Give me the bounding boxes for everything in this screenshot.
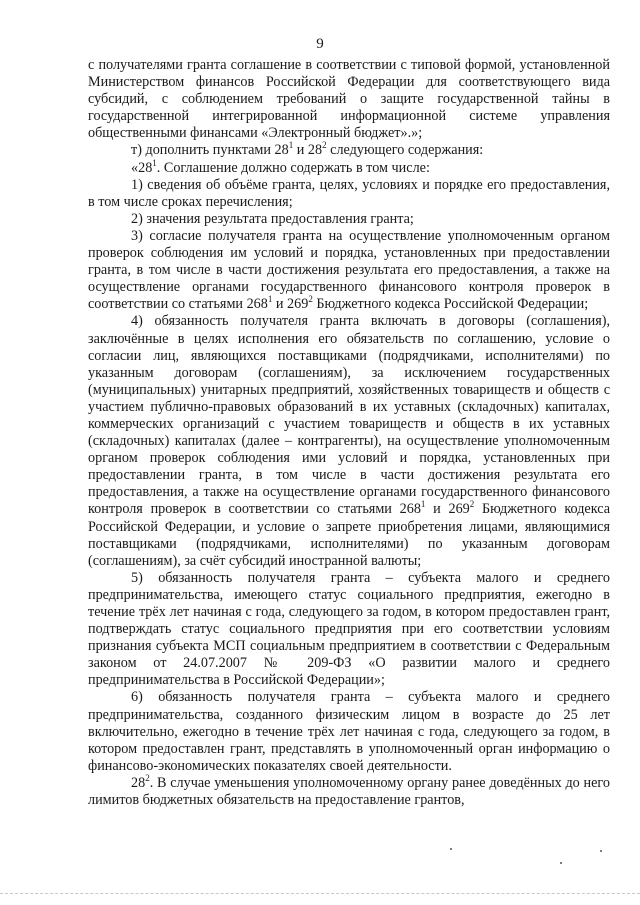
paragraph-continuation: с получателями гранта соглашение в соответствии с типовой формой, установленной Министерством финансов Российской Федерации для соответствующего вида субсидий, с соблюдением требований о защите государственной тайны в государственной интегрированной информационной системе управления общественными финансами «Электронный бюджет».»; [88,57,610,142]
superscript: 2 [145,772,150,783]
paragraph-item-4 [88,313,610,569]
scan-speck [600,850,602,852]
superscript: 2 [322,140,327,151]
superscript: 1 [288,140,294,151]
superscript: 1 [267,294,273,305]
scan-speck [450,848,452,850]
paragraph-item-t [88,142,610,159]
scan-edge [0,893,640,895]
paragraph-item-5: 5) обязанность получателя гранта – субъекта малого и среднего предпринимательства, имеющего статус социального предприятия, ежегодно в течение трёх лет начиная с года, следующего за годом, в котором предоставлен грант, подтверждать статус социального предприятия при его соответствии условиям признания субъекта МСП социальным предприятием в соответствии с Федеральным законом от 24.07.2007 № 209-ФЗ «О развитии малого и среднего предпринимательства в Российской Федерации»; [88,569,610,689]
text-run: «28 [131,159,153,176]
document-body [88,57,610,809]
superscript: 2 [308,294,313,305]
scan-speck [560,862,562,864]
text-run: . Соглашение должно содержать в том числе: [156,159,430,176]
paragraph-item-3 [88,228,610,313]
paragraph-281-heading [88,157,610,177]
paragraph-282 [88,772,610,809]
text-run: Бюджетного кодекса Российской Федерации; [312,296,589,313]
paragraph-item-2: 2) значения результата предоставления гранта; [131,210,414,227]
superscript: 1 [420,499,426,510]
text-run: 28 [131,774,146,791]
text-run: и 28 [293,142,323,159]
text-run: 4) обязанность получателя гранта включать в договоры (соглашения), заключённые в целях исполнения его обязательств по соглашению, условие о согласии лиц, являющихся поставщиками (подрядчиками, исполнителями) по указанным договорам (соглашениям), за исключением государственных (муниципальных) унитарных предприятий, хозяйственных товариществ и обществ с участием публично-правовых образований в их уставных (складочных) капиталах, коммерческих организаций с участием товариществ и обществ в их уставных (складочных) капиталах (далее – контрагенты), на осуществление уполномоченным органом проверок соблюдения ими условий и порядка, установленных при предоставлении гранта, в том числе в части достижения результата его предоставления, а также на осуществление органами государственного финансового контроля проверок в соответствии со статьями 268 [88,313,610,518]
text-run: т) дополнить пунктами 28 [131,142,289,159]
page-number: 9 [316,36,324,52]
paragraph-item-1: 1) сведения об объёме гранта, целях, условиях и порядке его предоставления, в том числе сроках перечисления; [88,176,610,210]
text-run: и 269 [425,501,470,518]
superscript: 1 [152,157,157,168]
text-run: 3) согласие получателя гранта на осуществление уполномоченным органом проверок соблюдения им условий и порядка, установленных при предоставлении гранта, в том числе в части достижения результата его предоставления, а также на осуществление органами государственного финансового контроля проверок в соответствии со статьями 268 [88,227,610,313]
superscript: 2 [469,499,475,510]
text-run: следующего содержания: [326,142,484,159]
text-run: и 269 [272,296,309,313]
text-run: Бюджетного кодекса Российской Федерации, и условие о запрете приобретения лицами, являющимися поставщиками (подрядчиками, исполнителями) по указанным договорам (соглашениям), за счёт субсидий иностранной валюты; [88,501,611,569]
paragraph-item-6: 6) обязанность получателя гранта – субъекта малого и среднего предпринимательства, созданного физическим лицом в возрасте до 25 лет включительно, ежегодно в течение трёх лет начиная с года, следующего за годом, в котором предоставлен грант, представлять в уполномоченный орган информацию о финансово-экономических показателях своей деятельности. [88,689,610,774]
text-run: . В случае уменьшения уполномоченному органу ранее доведённых до него лимитов бюджетных обязательств на предоставление грантов, [88,774,610,809]
